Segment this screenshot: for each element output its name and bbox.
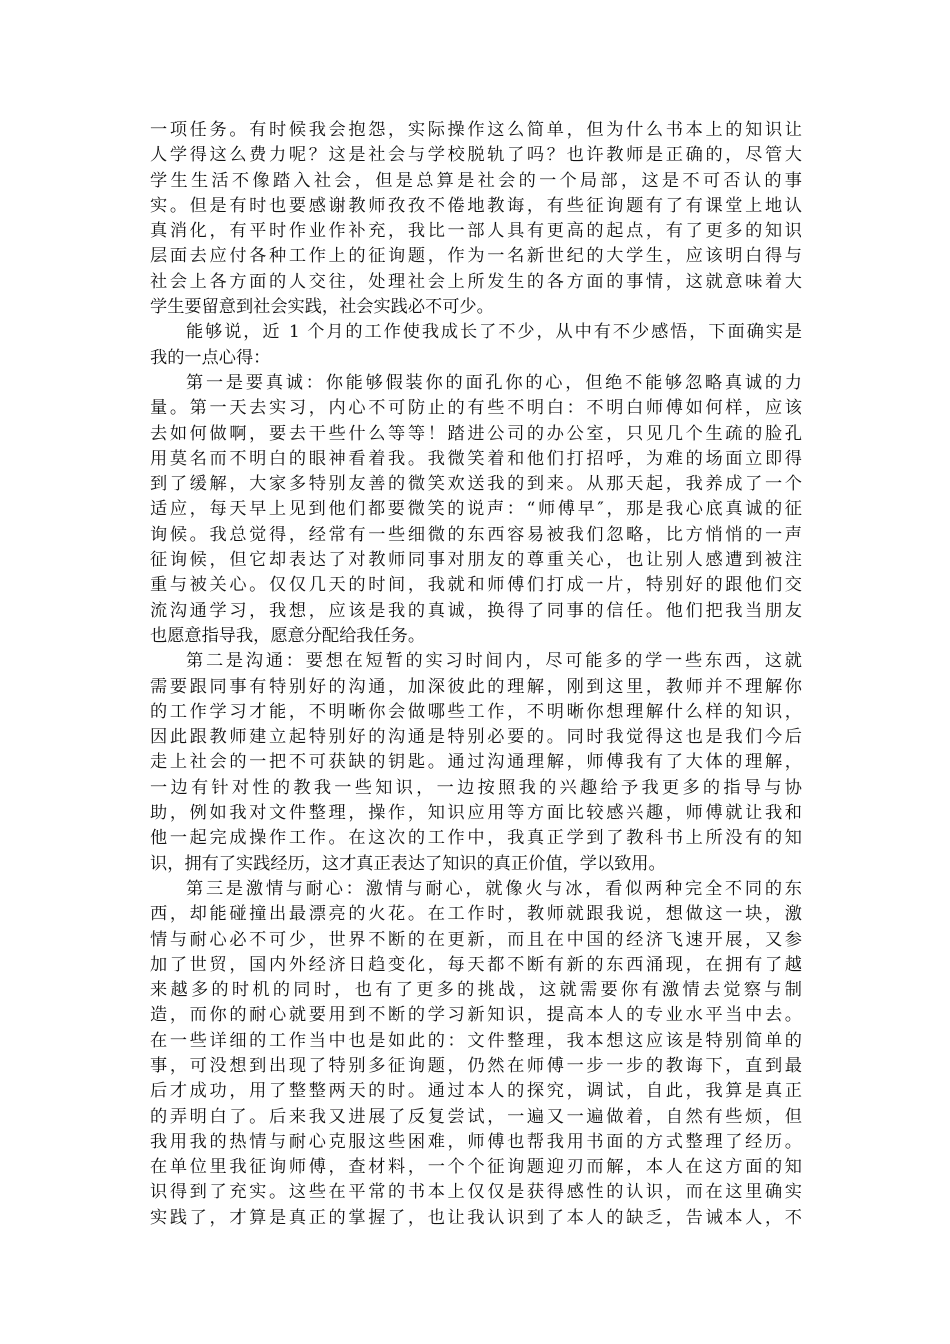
document-page xyxy=(150,118,802,1231)
text-line: 造，而你的耐心就要用到不断的学习新知识，提高本人的专业水平当中去。 xyxy=(150,1005,802,1026)
text-line: 在单位里我征询师傅，查材料，一个个征询题迎刃而解，本人在这方面的知 xyxy=(150,1157,802,1178)
text-line: 情与耐心必不可少，世界不断的在更新，而且在中国的经济飞速开展，又参 xyxy=(150,929,802,950)
text-line: 事，可没想到出现了特别多征询题，仍然在师傅一步一步的教诲下，直到最 xyxy=(150,1055,802,1076)
text-line: 真消化，有平时作业作补充，我比一部人具有更高的起点，有了更多的知识 xyxy=(150,221,802,242)
text-line: 实践了，才算是真正的掌握了，也让我认识到了本人的缺乏，告诫本人，不 xyxy=(150,1207,802,1228)
text-line: 他一起完成操作工作。在这次的工作中，我真正学到了教科书上所没有的知 xyxy=(150,828,802,849)
text-line: 因此跟教师建立起特别好的沟通是特别必要的。同时我觉得这也是我们今后 xyxy=(150,727,802,748)
text-line: 征询候，但它却表达了对教师同事对朋友的尊重关心，也让别人感遭到被注 xyxy=(150,550,802,571)
text-line: 学生要留意到社会实践，社会实践必不可少。 xyxy=(150,297,494,318)
text-line: 适应，每天早上见到他们都要微笑的说声：“师傅早″，那是我心底真诚的征 xyxy=(150,499,802,520)
text-line: 一项任务。有时候我会抱怨，实际操作这么简单，但为什么书本上的知识让 xyxy=(150,120,802,140)
text-line: 来越多的时机的同时，也有了更多的挑战，这就需要你有激情去觉察与制 xyxy=(150,980,802,1001)
text-line: 识，拥有了实践经历，这才真正表达了知识的真正价值，学以致用。 xyxy=(150,853,666,874)
text-line: 一边有针对性的教我一些知识，一边按照我的兴趣给予我更多的指导与协 xyxy=(150,777,802,798)
text-line: 询候。我总觉得，经常有一些细微的东西容易被我们忽略，比方悄悄的一声 xyxy=(150,524,802,545)
text-line: 到了缓解，大家多特别友善的微笑欢送我的到来。从那天起，我养成了一个 xyxy=(150,474,802,495)
text-line: 流沟通学习，我想，应该是我的真诚，换得了同事的信任。他们把我当朋友 xyxy=(150,600,802,621)
text-line: 的弄明白了。后来我又进展了反复尝试，一遍又一遍做着，自然有些烦，但 xyxy=(150,1106,802,1127)
text-line: 第三是激情与耐心：激情与耐心，就像火与冰，看似两种完全不同的东 xyxy=(186,878,802,899)
text-line: 走上社会的一把不可获缺的钥匙。通过沟通理解，师傅我有了大体的理解， xyxy=(150,752,802,773)
text-line: 去如何做啊，要去干些什么等等！踏进公司的办公室，只见几个生疏的脸孔 xyxy=(150,423,802,444)
text-line: 实。但是有时也要感谢教师孜孜不倦地教诲，有些征询题有了有课堂上地认 xyxy=(150,195,802,216)
text-line: 需要跟同事有特别好的沟通，加深彼此的理解，刚到这里，教师并不理解你 xyxy=(150,676,802,697)
text-line: 第一是要真诚：你能够假装你的面孔你的心，但绝不能够忽略真诚的力 xyxy=(186,372,802,393)
text-line: 西，却能碰撞出最漂亮的火花。在工作时，教师就跟我说，想做这一块，激 xyxy=(150,904,802,925)
text-line: 识得到了充实。这些在平常的书本上仅仅是获得感性的认识，而在这里确实 xyxy=(150,1182,802,1203)
text-line: 加了世贸，国内外经济日趋变化，每天都不断有新的东西涌现，在拥有了越 xyxy=(150,954,802,975)
text-line: 量。第一天去实习，内心不可防止的有些不明白：不明白师傅如何样，应该 xyxy=(150,398,802,419)
text-line: 后才成功，用了整整两天的时。通过本人的探究，调试，自此，我算是真正 xyxy=(150,1081,802,1102)
text-line: 人学得这么费力呢？这是社会与学校脱轨了吗？也许教师是正确的，尽管大 xyxy=(150,145,802,166)
text-line: 助，例如我对文件整理，操作，知识应用等方面比较感兴趣，师傅就让我和 xyxy=(150,803,802,824)
text-line: 的工作学习才能，不明晰你会做哪些工作，不明晰你想理解什么样的知识， xyxy=(150,701,802,722)
text-line: 重与被关心。仅仅几天的时间，我就和师傅们打成一片，特别好的跟他们交 xyxy=(150,575,802,596)
text-line: 也愿意指导我，愿意分配给我任务。 xyxy=(150,625,426,646)
text-line: 在一些详细的工作当中也是如此的：文件整理，我本想这应该是特别简单的 xyxy=(150,1030,802,1051)
text-line: 能够说，近 1 个月的工作使我成长了不少，从中有不少感悟，下面确实是 xyxy=(186,322,802,343)
text-line: 我用我的热情与耐心克服这些困难，师傅也帮我用书面的方式整理了经历。 xyxy=(150,1131,802,1152)
text-line: 社会上各方面的人交往，处理社会上所发生的各方面的事情，这就意味着大 xyxy=(150,271,802,292)
text-line: 第二是沟通：要想在短暂的实习时间内，尽可能多的学一些东西，这就 xyxy=(186,651,802,672)
text-line: 我的一点心得： xyxy=(150,347,271,368)
text-line: 用莫名而不明白的眼神看着我。我微笑着和他们打招呼，为难的场面立即得 xyxy=(150,448,802,469)
text-line: 层面去应付各种工作上的征询题，作为一名新世纪的大学生，应该明白得与 xyxy=(150,246,802,267)
text-line: 学生生活不像踏入社会，但是总算是社会的一个局部，这是不可否认的事 xyxy=(150,170,802,191)
